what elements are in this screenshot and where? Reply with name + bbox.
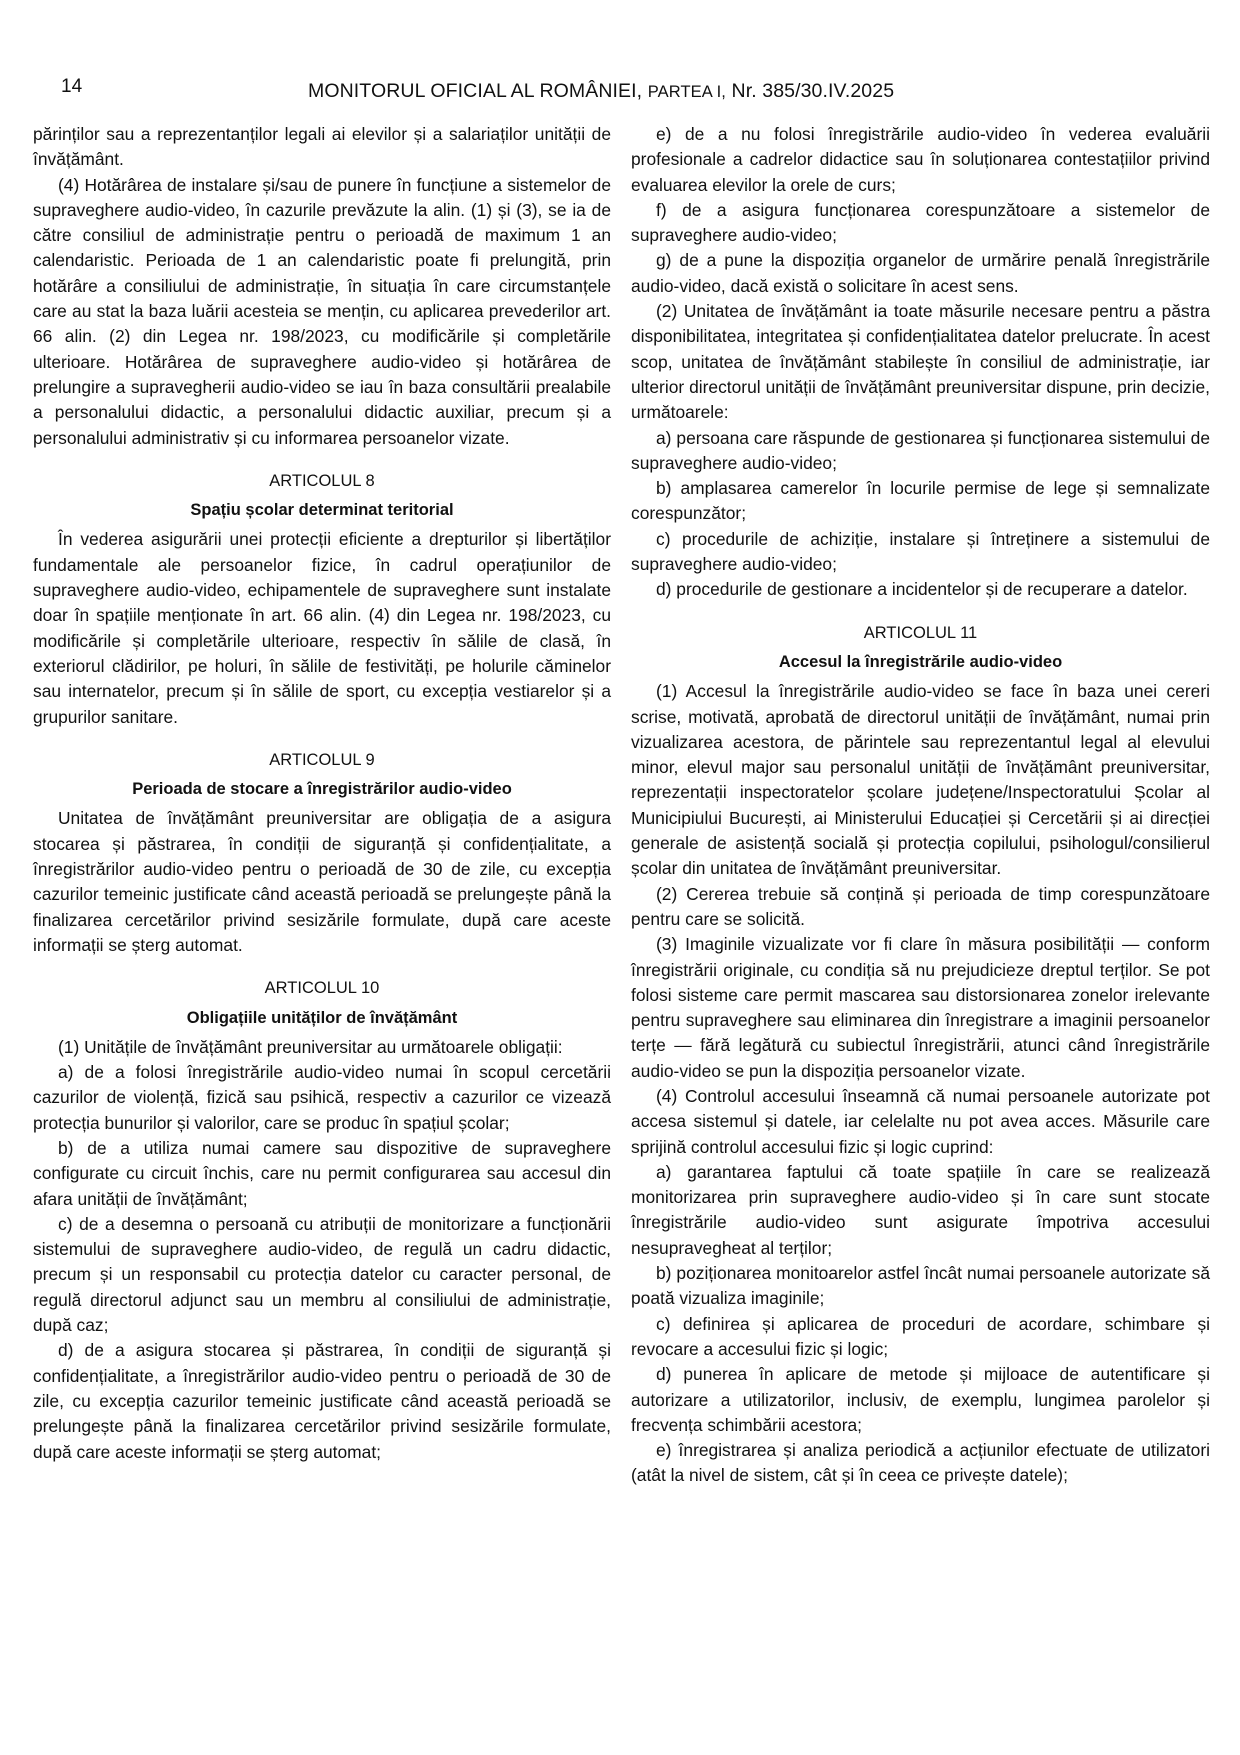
right-column — [631, 122, 1210, 1489]
paragraph: Unitatea de învățământ preuniversitar are obligația de a asigura stocarea și păstrarea, în condiții de siguranță și confidențialitate, a înregistrărilor audio-video pentru o perioadă de 30 de zile, cu excepția cazurilor temeinic justificate când această perioadă se prelungește până la finalizarea cercetărilor privind sesizările formulate, după care aceste informații se șterg automat. — [33, 808, 611, 955]
left-column — [33, 122, 611, 1465]
list-item: c) de a desemna o persoană cu atribuții de monitorizare a funcționării sistemului de supraveghere audio-video, de regulă un cadru didactic, precum și un responsabil cu protecția datelor cu caracter personal, de regulă directorul adjunct sau un membru al consiliului de administrație, după caz; — [33, 1213, 611, 1336]
header-title-part: PARTEA I, — [647, 83, 726, 101]
list-item: a) garantarea faptului că toate spațiile în care se realizează monitorizarea prin supraveghere audio-video și în care sunt stocate înregistrările audio-video sunt asigurate împotriva accesului nesupravegheat al terților; — [631, 1161, 1210, 1258]
article-8-number: ARTICOLUL 8 — [269, 471, 375, 490]
list-item: g) de a pune la dispoziția organelor de urmărire penală înregistrările audio-video, dacă există o solicitare în acest sens. — [631, 250, 1210, 296]
list-item: c) definirea și aplicarea de proceduri de acordare, schimbare și revocare a accesului fizic și logic; — [631, 1313, 1210, 1359]
list-item: e) de a nu folosi înregistrările audio-video în vederea evaluării profesionale a cadrelor didactice sau în soluționarea contestațiilor privind evaluarea elevilor la orele de curs; — [631, 124, 1210, 195]
article-10-number: ARTICOLUL 10 — [264, 979, 380, 998]
page-number: 14 — [61, 76, 83, 97]
article-11-title: Accesul la înregistrările audio-video — [778, 652, 1063, 671]
article-9-number: ARTICOLUL 9 — [269, 750, 375, 769]
list-item: a) de a folosi înregistrările audio-video numai în scopul cercetării cazurilor de violență, fizică sau psihică, respectiv a cazurilor ce vizează protecția bunurilor și valorilor, care se produc în spațiul școlar; — [33, 1062, 611, 1133]
paragraph: (2) Unitatea de învățământ ia toate măsurile necesare pentru a păstra disponibilitatea, integritatea și confidențialitatea datelor prelucrate. În acest scop, unitatea de învățământ stabilește în consiliul de administrație, iar ulterior directorul unității de învățământ preuniversitar dispune, prin decizie, următoarele: — [631, 301, 1210, 423]
paragraph: (1) Accesul la înregistrările audio-video se face în baza unei cereri scrise, motivată, aprobată de directorul unității de învățământ, numai prin vizualizarea acestora, de părintele sau reprezentantul legal al elevului minor, elevul major sau personalul unității de învățământ preuniversitar, reprezentații inspectoratelor școlare județene/Inspectoratului Școlar al Municipiului București, ai Ministerului Educației și Cercetării și ai direcției generale de asistență socială și protecția copilului, psihologul/consilierul școlar din unitatea de învățământ preuniversitar. — [631, 681, 1210, 879]
paragraph: (4) Hotărârea de instalare și/sau de punere în funcțiune a sistemelor de supraveghere audio-video, în cazurile prevăzute la alin. (1) și (3), se ia de către consiliul de administrație pentru o perioadă de maximum 1 an calendaristic. Perioada de 1 an calendaristic poate fi prelungită, prin hotărâre a consiliului de administrație, în situația în care circumstanțele care au stat la baza luării acesteia se mențin, cu aplicarea prevederilor art. 66 alin. (2) din Legea nr. 198/2023, cu modificările și completările ulterioare. Hotărârea de supraveghere audio-video și hotărârea de prelungire a supravegherii audio-video se iau în baza consultării prealabile a personalului didactic, a personalului didactic auxiliar, precum și a personalului administrativ și cu informarea persoanelor vizate. — [33, 174, 611, 448]
list-item: b) amplasarea camerelor în locurile permise de lege și semnalizate corespunzător; — [631, 478, 1210, 524]
header-title-issue: Nr. 385/30.IV.2025 — [731, 80, 895, 102]
paragraph: În vederea asigurării unei protecții eficiente a drepturilor și libertăților fundamentale ale persoanelor fizice, în cadrul operațiunilor de supraveghere audio-video, echipamentele de supraveghere sunt instalate doar în spațiile menționate în art. 66 alin. (4) din Legea nr. 198/2023, cu modificările și completările ulterioare, respectiv în sălile de clasă, în exteriorul clădirilor, pe holuri, în sălile de festivități, pe holurile căminelor sau internatelor, precum și în sălile de sport, cu excepția vestiarelor și a grupurilor sanitare. — [33, 529, 611, 727]
list-item: a) persoana care răspunde de gestionarea și funcționarea sistemului de supraveghere audio-video; — [631, 427, 1210, 473]
article-8-title: Spațiu școlar determinat teritorial — [190, 501, 454, 520]
paragraph: (1) Unitățile de învățământ preuniversitar au următoarele obligații: — [58, 1036, 563, 1057]
list-item: d) punerea în aplicare de metode și mijloace de autentificare și autorizare a utilizatorilor, inclusiv, de exemplu, lungimea parolelor și frecvența schimbării acestora; — [631, 1364, 1210, 1435]
header-title-main: MONITORUL OFICIAL AL ROMÂNIEI, — [308, 80, 643, 102]
list-item: d) de a asigura stocarea și păstrarea, în condiții de siguranță și confidențialitate, a înregistrărilor audio-video pentru o perioadă de 30 de zile, cu excepția cazurilor temeinic justificate când această perioadă se prelungește până la finalizarea cercetărilor privind sesizările formulate, după care aceste informații se șterg automat; — [33, 1340, 611, 1462]
article-10-title: Obligațiile unităților de învățământ — [186, 1008, 458, 1027]
list-item: e) înregistrarea și analiza periodică a acțiunilor efectuate de utilizatori (atât la nivel de sistem, cât și în ceea ce privește datele); — [631, 1440, 1210, 1486]
paragraph: părinților sau a reprezentanților legali ai elevilor și a salariaților unității de învățământ. — [33, 124, 611, 170]
list-item: c) procedurile de achiziție, instalare și întreținere a sistemului de supraveghere audio-video; — [631, 528, 1210, 575]
list-item: b) poziționarea monitoarelor astfel încât numai persoanele autorizate să poată vizualiza imaginile; — [631, 1263, 1210, 1309]
article-9-title: Perioada de stocare a înregistrărilor audio-video — [132, 780, 512, 799]
list-item: d) procedurile de gestionare a incidentelor și de recuperare a datelor. — [656, 579, 1188, 600]
list-item: f) de a asigura funcționarea corespunzătoare a sistemelor de supraveghere audio-video; — [631, 199, 1210, 246]
article-11-number: ARTICOLUL 11 — [863, 623, 978, 642]
paragraph: (4) Controlul accesului înseamnă că numai persoanele autorizate pot accesa sistemul și datele, iar celelalte nu pot avea acces. Măsurile care sprijină controlul accesului fizic și logic cuprind: — [631, 1085, 1210, 1157]
paragraph: (2) Cererea trebuie să conțină și perioada de timp corespunzătoare pentru care se solicită. — [631, 883, 1210, 929]
list-item: b) de a utiliza numai camere sau dispozitive de supraveghere configurate cu circuit închis, care nu permit configurarea sau accesul din afara unității de învățământ; — [33, 1137, 611, 1209]
page-header — [308, 80, 948, 103]
paragraph: (3) Imaginile vizualizate vor fi clare în măsura posibilității — conform înregistrării originale, cu condiția să nu prejudicieze dreptul terților. Se pot folosi sisteme care permit mascarea sau distorsionarea zonelor irelevante pentru supraveghere sau eliminarea din înregistrare a imaginii persoanelor terțe — fără legătură cu subiectul înregistrării, atunci când înregistrările audio-video se pun la dispoziția persoanelor vizate. — [631, 934, 1210, 1081]
